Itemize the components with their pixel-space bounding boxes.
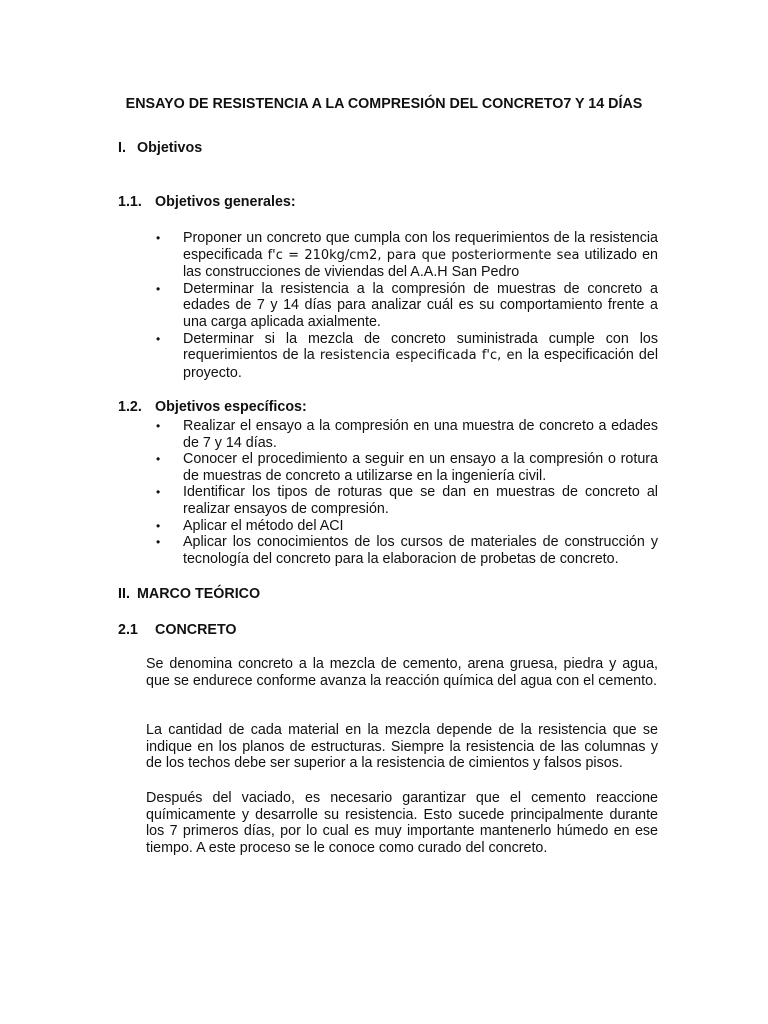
- subsection-number: 2.1: [118, 622, 138, 638]
- list-item: • Aplicar los conocimientos de los cursos de materiales de construcción y tecnología del concreto para la elaboracion de probetas de concreto.: [156, 534, 658, 567]
- paragraph: Después del vaciado, es necesario garantizar que el cemento reaccione químicamente y desarrolle su resistencia. Esto sucede principalmente durante los 7 primeros días, por lo cual es muy importante mantenerlo húmedo en ese tiempo. A este proceso se le conoce como curado del concreto.: [146, 790, 658, 856]
- general-objectives-list: [156, 230, 658, 381]
- document-title: ENSAYO DE RESISTENCIA A LA COMPRESIÓN DEL CONCRETO7 Y 14 DÍAS: [125, 96, 643, 112]
- subsection-label: Objetivos específicos:: [155, 399, 307, 415]
- list-item: • Conocer el procedimiento a seguir en un ensayo a la compresión o rotura de muestras de concreto a utilizarse en la ingeniería civil.: [156, 451, 658, 484]
- subsection-heading-concreto: [118, 622, 237, 639]
- list-item: • Proponer un concreto que cumpla con los requerimientos de la resistencia especificada f'c = 210kg/cm2, para que posteriormente sea utilizado en las construcciones de viviendas del A.A.H San Pedro: [156, 230, 658, 281]
- subsection-label: CONCRETO: [155, 622, 237, 638]
- subsection-number: 1.1.: [118, 194, 142, 210]
- paragraph: La cantidad de cada material en la mezcla depende de la resistencia que se indique en los planos de estructuras. Siempre la resistencia de las columnas y de los techos debe ser superior a la resistencia de cimientos y falsos pisos.: [146, 722, 658, 772]
- list-item: • Identificar los tipos de roturas que se dan en muestras de concreto al realizar ensayos de compresión.: [156, 484, 658, 517]
- bullet-icon: •: [156, 452, 161, 467]
- section-heading-objetivos: [118, 140, 202, 157]
- section-label: MARCO TEÓRICO: [137, 586, 261, 602]
- list-item: • Determinar si la mezcla de concreto suministrada cumple con los requerimientos de la resistencia especificada f'c, en la especificación del proyecto.: [156, 330, 658, 381]
- bullet-icon: •: [156, 535, 161, 550]
- bullet-icon: •: [156, 419, 161, 433]
- subsection-label: Objetivos generales:: [155, 194, 296, 210]
- subsection-number: 1.2.: [118, 399, 142, 415]
- list-item: • Realizar el ensayo a la compresión en una muestra de concreto a edades de 7 y 14 días.: [156, 418, 658, 451]
- bullet-icon: •: [156, 518, 161, 533]
- subsection-heading-generales: [118, 194, 296, 211]
- specific-objectives-list: [156, 418, 658, 567]
- subsection-heading-especificos: [118, 399, 307, 416]
- bullet-icon: •: [156, 231, 161, 245]
- bullet-icon: •: [156, 331, 161, 346]
- bullet-icon: •: [156, 485, 161, 500]
- paragraph: Se denomina concreto a la mezcla de cemento, arena gruesa, piedra y agua, que se endurece conforme avanza la reacción química del agua con el cemento.: [146, 656, 658, 689]
- bullet-icon: •: [156, 281, 161, 296]
- section-number: I.: [118, 140, 126, 156]
- section-label: Objetivos: [137, 140, 203, 156]
- list-item: • Determinar la resistencia a la compresión de muestras de concreto a edades de 7 y 14 días para analizar cuál es su comportamiento frente a una carga aplicada axialmente.: [156, 280, 658, 330]
- section-number: II.: [118, 586, 130, 602]
- list-item: • Aplicar el método del ACI: [156, 517, 344, 534]
- section-heading-marco-teorico: [118, 586, 260, 603]
